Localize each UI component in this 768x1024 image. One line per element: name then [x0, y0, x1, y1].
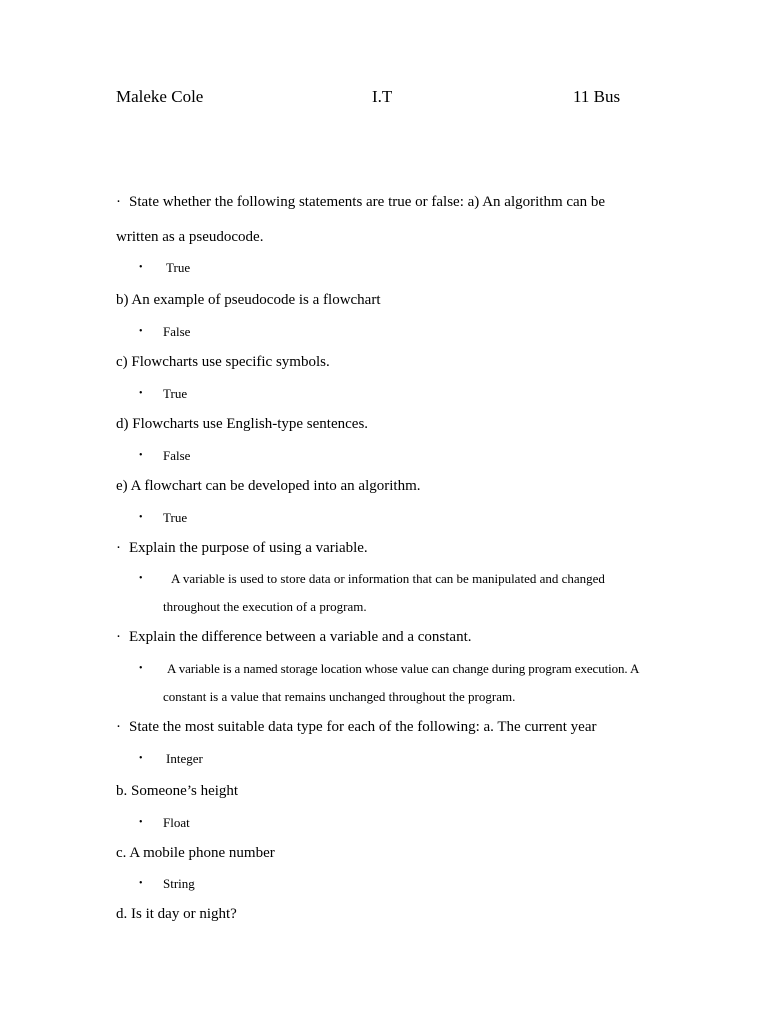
- answer-2-line-2: throughout the execution of a program.: [163, 599, 367, 614]
- question-1-text: State whether the following statements are true or false: a) An algorithm can be: [129, 194, 606, 210]
- question-4b: b. Someone’s height: [116, 783, 239, 799]
- question-1e: e) A flowchart can be developed into an algorithm.: [116, 478, 421, 494]
- bullet: •: [139, 663, 143, 674]
- question-marker: ·: [116, 194, 121, 210]
- bullet: •: [139, 512, 143, 523]
- question-marker: ·: [116, 540, 121, 556]
- bullet: •: [139, 753, 143, 764]
- question-1-continuation: written as a pseudocode.: [116, 229, 264, 245]
- question-1c: c) Flowcharts use specific symbols.: [116, 354, 330, 370]
- question-marker: ·: [116, 629, 121, 645]
- bullet: •: [139, 326, 143, 337]
- question-4c: c. A mobile phone number: [116, 845, 275, 861]
- subject: I.T: [372, 87, 393, 106]
- question-1d: d) Flowcharts use English-type sentences.: [116, 416, 369, 432]
- answer-2-line-1: A variable is used to store data or information that can be manipulated and changed: [171, 571, 605, 586]
- answer-3-line-1: A variable is a named storage location whose value can change during program execution. A: [167, 661, 640, 676]
- answer-4b: Float: [163, 815, 190, 830]
- bullet: •: [139, 262, 143, 273]
- bullet: •: [139, 817, 143, 828]
- class-name: 11 Bus: [573, 87, 621, 106]
- question-4: [116, 718, 596, 736]
- question-2: [116, 539, 368, 557]
- bullet: •: [139, 388, 143, 399]
- question-marker: ·: [116, 719, 121, 735]
- bullet: •: [139, 878, 143, 889]
- answer-1a: True: [166, 260, 191, 275]
- question-2-text: Explain the purpose of using a variable.: [129, 540, 368, 556]
- answer-1c: True: [163, 386, 188, 401]
- question-1b: b) An example of pseudocode is a flowchart: [116, 292, 381, 308]
- answer-1d: False: [163, 448, 191, 463]
- answer-4c: String: [163, 876, 195, 891]
- answer-4a: Integer: [166, 751, 203, 766]
- question-3-text: Explain the difference between a variable and a constant.: [129, 629, 472, 645]
- question-4d: d. Is it day or night?: [116, 906, 237, 922]
- bullet: •: [139, 573, 143, 584]
- answer-1e: True: [163, 510, 188, 525]
- question-1: [116, 193, 605, 211]
- question-3: [116, 628, 471, 646]
- student-name: Maleke Cole: [116, 87, 204, 106]
- answer-1b: False: [163, 324, 191, 339]
- answer-3-line-2: constant is a value that remains unchanged throughout the program.: [163, 689, 516, 704]
- bullet: •: [139, 450, 143, 461]
- question-4-text: State the most suitable data type for each of the following: a. The current year: [129, 719, 597, 735]
